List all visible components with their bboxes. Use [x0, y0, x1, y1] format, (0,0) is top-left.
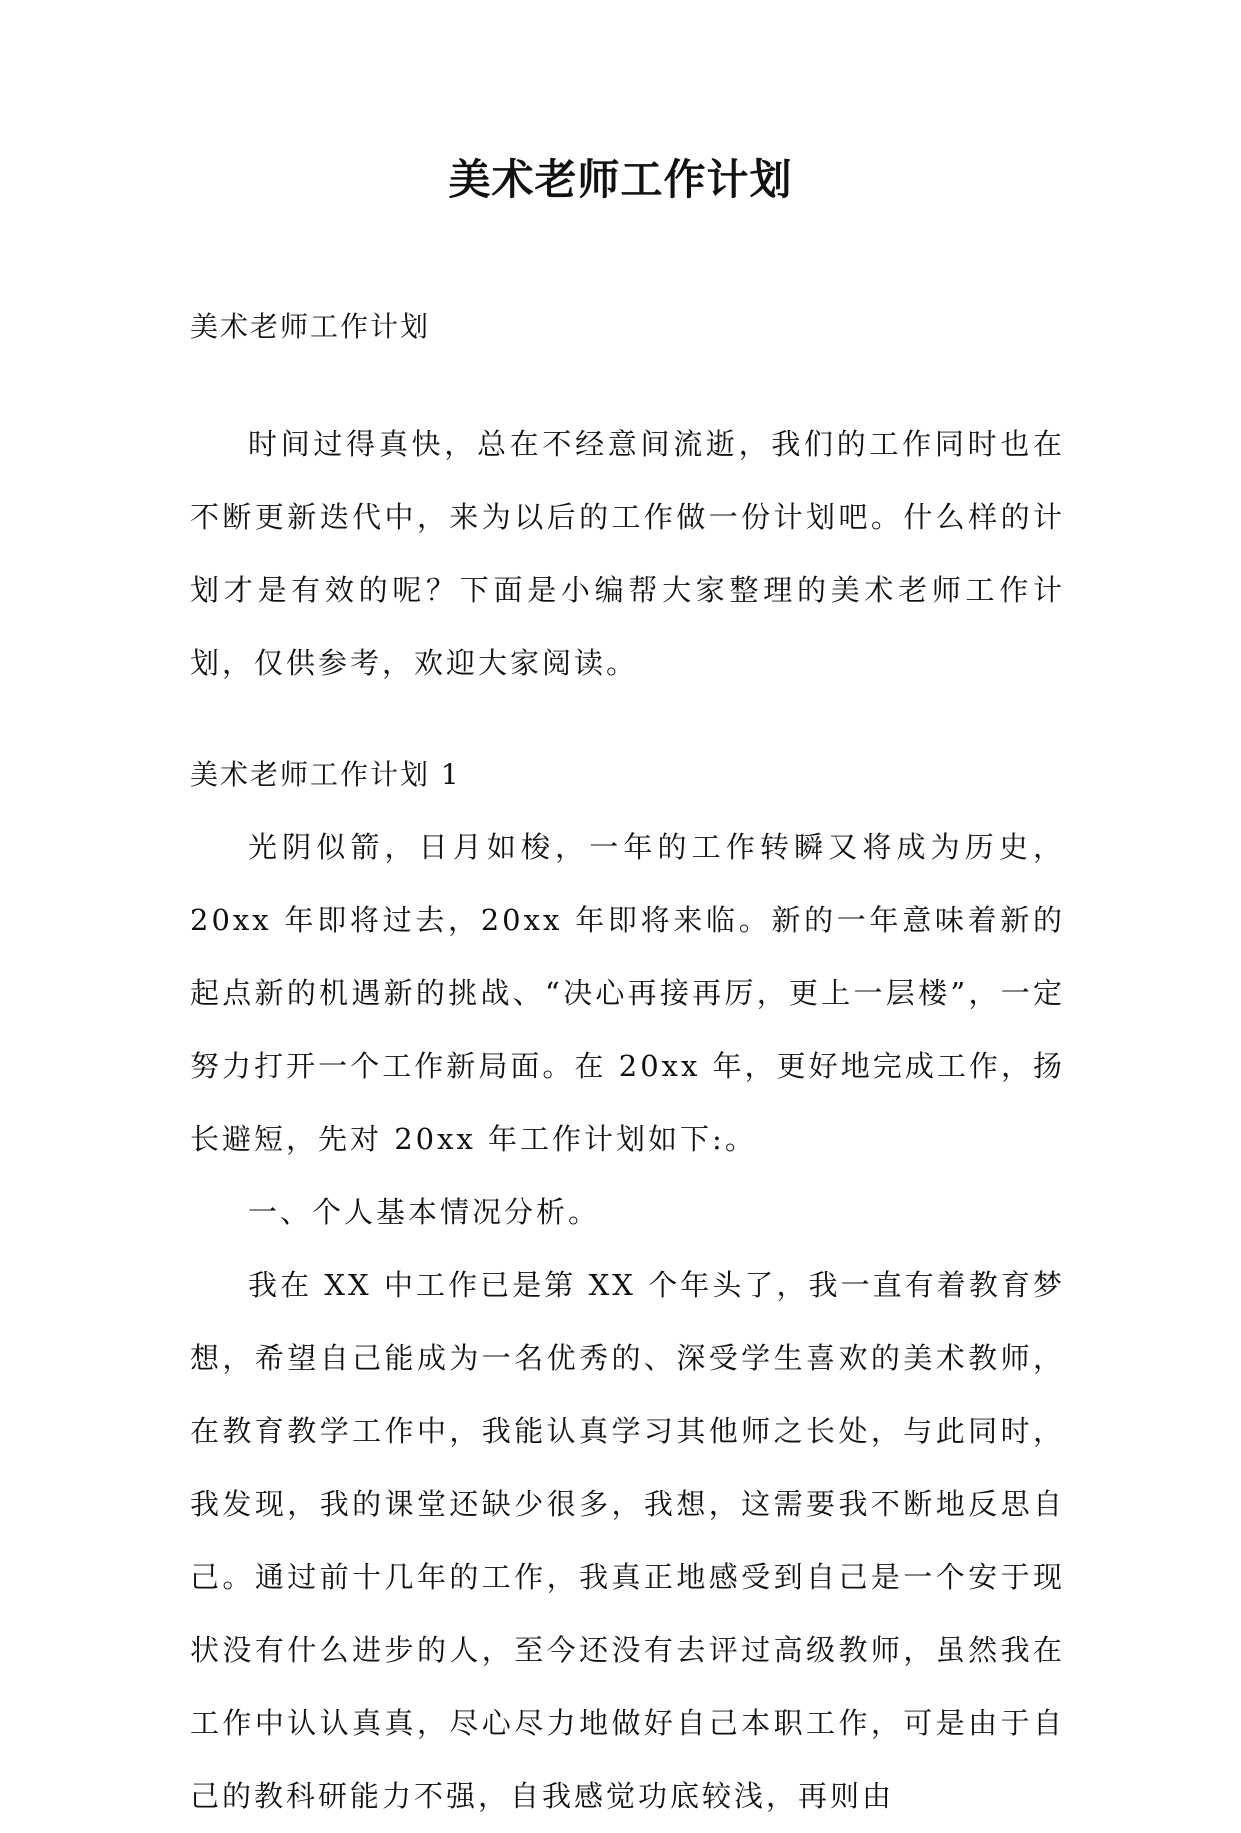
- document-title: 美术老师工作计划: [448, 155, 793, 204]
- intro-paragraph: 时间过得真快，总在不经意间流逝，我们的工作同时也在不断更新迭代中，来为以后的工作做一份计划吧。什么样的计划才是有效的呢？下面是小编帮大家整理的美术老师工作计划，仅供参考，欢迎大家阅读。: [190, 427, 1065, 680]
- spacer: [190, 363, 1065, 408]
- document-subtitle: 美术老师工作计划: [190, 310, 431, 343]
- body-paragraph: 我在 XX 中工作已是第 XX 个年头了，我一直有着教育梦想，希望自己能成为一名优秀的、深受学生喜欢的美术教师，在教育教学工作中，我能认真学习其他师之长处，与此同时，我发现，我的课堂还缺少很多，我想，这需要我不断地反思自己。通过前十几年的工作，我真正地感受到自己是一个安于现状没有什么进步的人，至今还没有去评过高级教师，虽然我在工作中认认真真，尽心尽力地做好自己本职工作，可是由于自己的教科研能力不强，自我感觉功底较浅，再则由: [190, 1268, 1065, 1813]
- body-paragraph: 光阴似箭，日月如梭，一年的工作转瞬又将成为历史，20xx 年即将过去，20xx 年即将来临。新的一年意味着新的起点新的机遇新的挑战、“决心再接再厉，更上一层楼”，一定努力打开一个工作新局面。在 20xx 年，更好地完成工作，扬长避短，先对 20xx 年工作计划如下:。: [190, 830, 1065, 1156]
- document-body: [190, 290, 1065, 1833]
- section-heading: 一、个人基本情况分析。: [248, 1195, 601, 1229]
- spacer: [190, 700, 1065, 738]
- section-title: 美术老师工作计划 1: [190, 758, 461, 791]
